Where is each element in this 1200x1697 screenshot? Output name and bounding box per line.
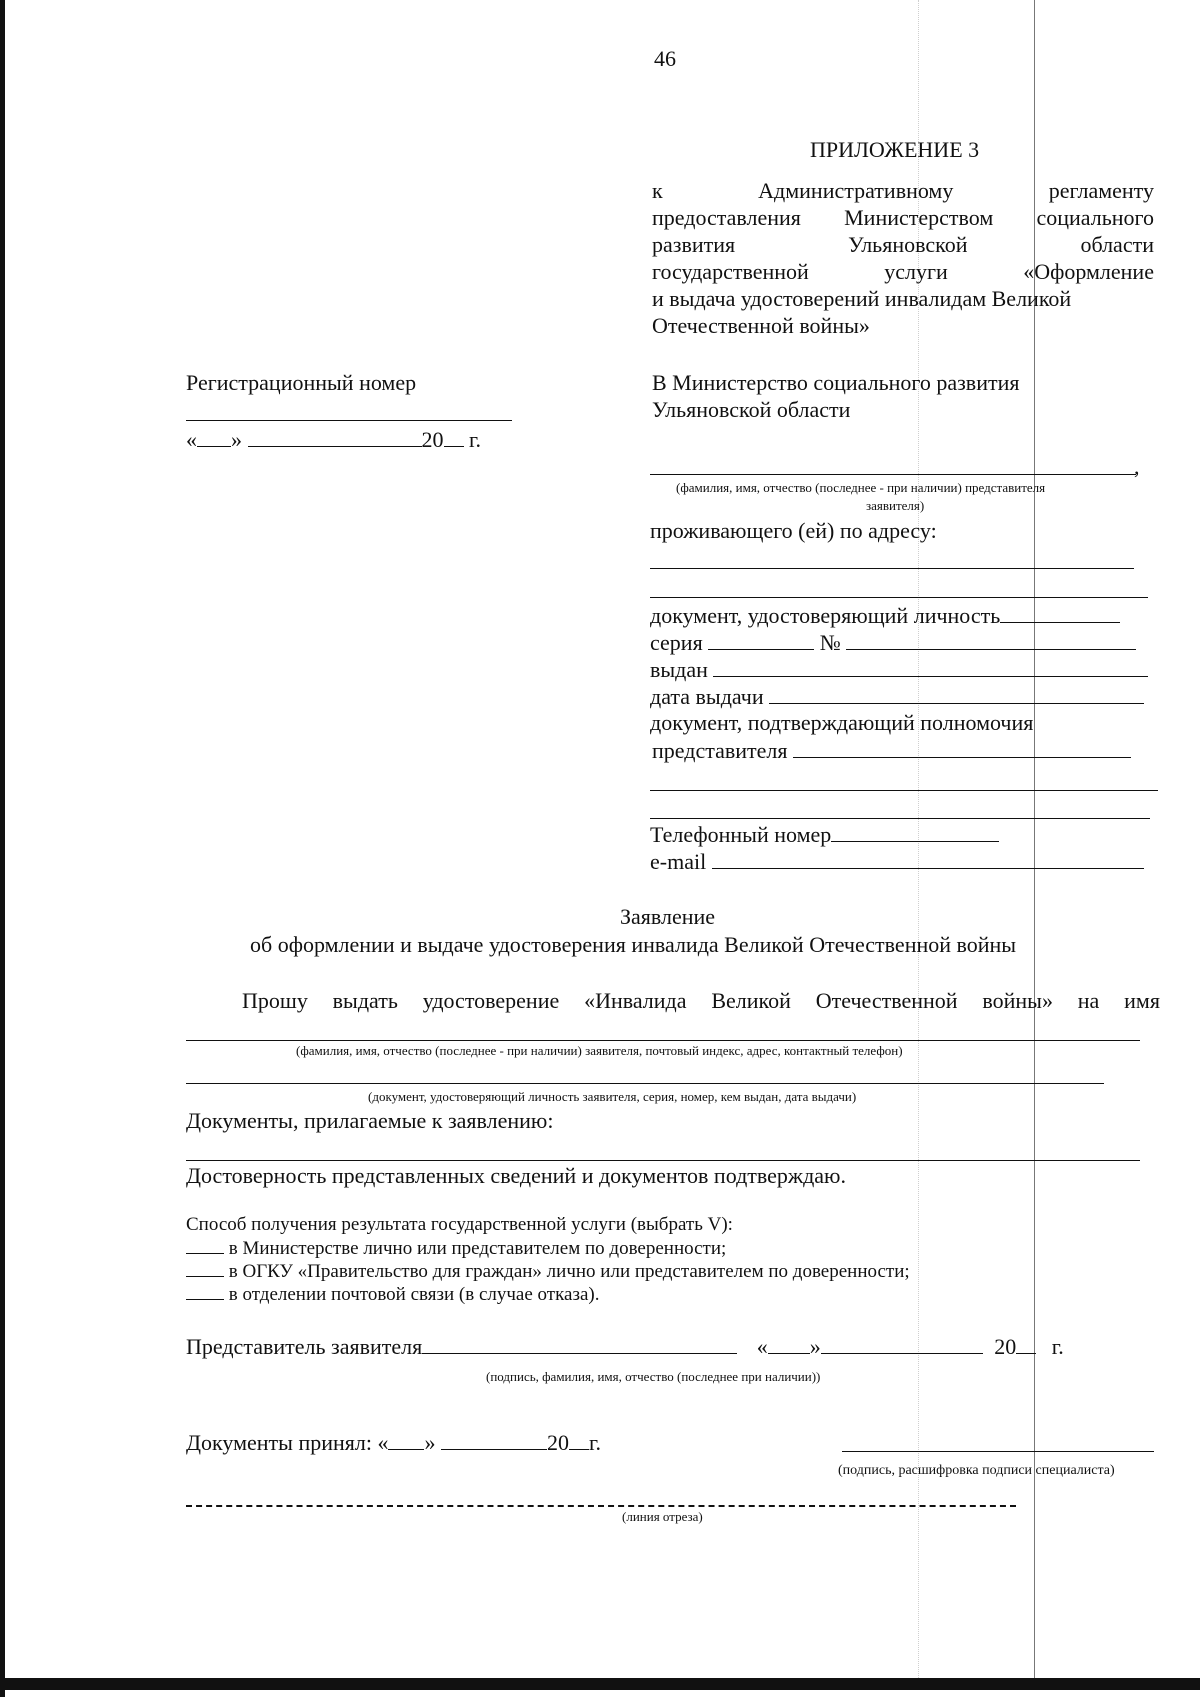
address-line-2[interactable] — [650, 597, 1148, 598]
registration-label: Регистрационный номер — [186, 370, 417, 395]
authority-line-2[interactable] — [650, 818, 1150, 819]
applicant-doc-line[interactable] — [186, 1083, 1104, 1084]
representative-name-line[interactable] — [650, 474, 1136, 475]
request-line: Прошу выдать удостоверение «Инвалида Великой Отечественной войны» на имя — [242, 988, 1160, 1013]
email-blank[interactable] — [712, 850, 1144, 869]
series-blank[interactable] — [708, 631, 814, 650]
number-blank[interactable] — [846, 631, 1136, 650]
appendix-line-3: развития Ульяновской области — [652, 232, 1154, 257]
id-doc-row: документ, удостоверяющий личность — [650, 604, 1120, 627]
phone-row: Телефонный номер — [650, 823, 999, 846]
accepted-month-blank[interactable] — [441, 1431, 547, 1450]
representative-doc-blank[interactable] — [793, 739, 1131, 758]
method-option-ogku: в ОГКУ «Правительство для граждан» лично или представителем по доверенности; — [186, 1261, 910, 1281]
rep-year-blank[interactable] — [1016, 1335, 1036, 1354]
method-check-2[interactable] — [186, 1261, 224, 1277]
representative-row: представителя — [652, 739, 1131, 762]
applicant-doc-hint: (документ, удостоверяющий личность заявителя, серия, номер, кем выдан, дата выдачи) — [368, 1089, 857, 1104]
applicant-hint: (фамилия, имя, отчество (последнее - при наличии) заявителя, почтовый индекс, адрес, контактный телефон) — [296, 1043, 903, 1058]
page-number: 46 — [654, 46, 676, 71]
addressee-line-2: Ульяновской области — [652, 397, 851, 422]
appendix-line-6: Отечественной войны» — [652, 313, 870, 338]
appendix-title: ПРИЛОЖЕНИЕ 3 — [810, 137, 980, 162]
reg-year-blank[interactable] — [444, 428, 464, 447]
method-check-1[interactable] — [186, 1238, 224, 1254]
reg-day-blank[interactable] — [197, 428, 231, 447]
appendix-line-1: к Административному регламенту — [652, 178, 1154, 203]
registration-number-line[interactable] — [186, 420, 512, 421]
issue-date-row: дата выдачи — [650, 685, 1144, 708]
id-doc-blank[interactable] — [1000, 604, 1120, 623]
appendix-line-2: предоставления Министерством социального — [652, 205, 1154, 230]
rep-month-blank[interactable] — [821, 1335, 983, 1354]
issued-row: выдан — [650, 658, 1148, 681]
rep-signature-hint: (подпись, фамилия, имя, отчество (последнее при наличии)) — [486, 1369, 821, 1384]
rep-day-blank[interactable] — [768, 1335, 810, 1354]
issued-blank[interactable] — [713, 658, 1148, 677]
address-label: проживающего (ей) по адресу: — [650, 518, 937, 543]
accepted-row: Документы принял: « » 20 г. — [186, 1430, 602, 1455]
address-line-1[interactable] — [650, 568, 1134, 569]
cut-line-label: (линия отреза) — [622, 1509, 703, 1524]
accepted-year-blank[interactable] — [569, 1431, 589, 1450]
name-comma: , — [1134, 454, 1140, 479]
phone-blank[interactable] — [831, 823, 999, 842]
method-check-3[interactable] — [186, 1284, 224, 1300]
method-label: Способ получения результата государственной услуги (выбрать V): — [186, 1214, 733, 1235]
rep-signature-blank[interactable] — [422, 1335, 737, 1354]
authority-doc-label: документ, подтверждающий полномочия — [650, 710, 1034, 735]
registration-date: « » 20 г. — [186, 427, 482, 452]
method-option-ministry: в Министерстве лично или представителем по доверенности; — [186, 1238, 726, 1258]
applicant-line[interactable] — [186, 1040, 1140, 1041]
cut-line — [186, 1505, 1016, 1507]
statement-subtitle: об оформлении и выдаче удостоверения инвалида Великой Отечественной войны — [250, 932, 1017, 957]
representative-name-hint: (фамилия, имя, отчество (последнее - при наличии) представителя — [676, 480, 1046, 495]
confirm-text: Достоверность представленных сведений и документов подтверждаю. — [186, 1163, 846, 1188]
accepted-day-blank[interactable] — [388, 1431, 424, 1450]
reg-month-blank[interactable] — [248, 428, 422, 447]
scan-border-left — [0, 0, 5, 1697]
email-row: e-mail — [650, 850, 1144, 873]
authority-line-1[interactable] — [650, 790, 1158, 791]
series-row: серия № — [650, 631, 1136, 654]
attached-label: Документы, прилагаемые к заявлению: — [186, 1108, 554, 1133]
method-option-post: в отделении почтовой связи (в случае отказа). — [186, 1284, 599, 1304]
issue-date-blank[interactable] — [769, 685, 1144, 704]
representative-name-hint-2: заявителя) — [866, 498, 925, 513]
representative-signature-row: Представитель заявителя « » 20 г. — [186, 1334, 1064, 1359]
appendix-line-4: государственной услуги «Оформление — [652, 259, 1154, 284]
scan-border-bottom — [0, 1678, 1200, 1690]
specialist-hint: (подпись, расшифровка подписи специалиста) — [838, 1463, 1115, 1478]
attached-line[interactable] — [186, 1160, 1140, 1161]
statement-title: Заявление — [620, 904, 716, 929]
specialist-signature-line[interactable] — [842, 1451, 1154, 1452]
addressee-line-1: В Министерство социального развития — [652, 370, 1020, 395]
appendix-line-5: и выдача удостоверений инвалидам Великой — [652, 286, 1072, 311]
